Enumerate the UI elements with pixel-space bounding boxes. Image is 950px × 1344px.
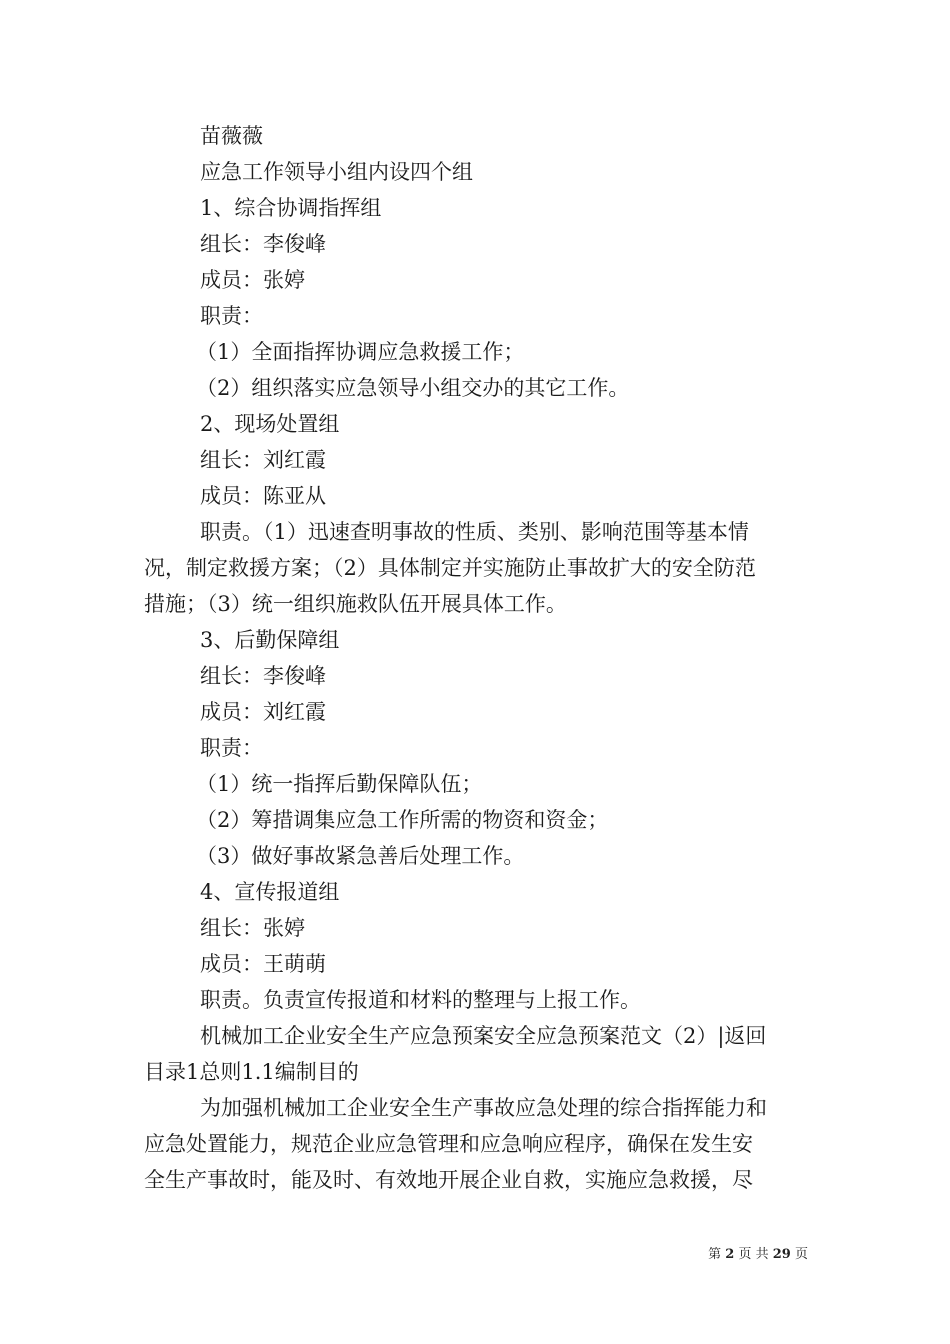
page-footer xyxy=(0,1243,808,1262)
text-line: 应急工作领导小组内设四个组 xyxy=(200,160,473,184)
text-line: 职责。（1）迅速查明事故的性质、类别、影响范围等基本情 xyxy=(200,520,749,544)
document-body xyxy=(144,118,809,1198)
footer-page-number: 2 xyxy=(725,1247,735,1262)
text-line: 组长：刘红霞 xyxy=(200,448,326,472)
text-line: 措施；（3）统一组织施救队伍开展具体工作。 xyxy=(144,592,567,616)
footer-middle: 页 共 xyxy=(738,1247,769,1262)
text-line: 组长：李俊峰 xyxy=(200,232,326,256)
text-line: 成员：王萌萌 xyxy=(200,952,326,976)
section-heading: 3、后勤保障组 xyxy=(200,628,340,652)
text-line: （2）组织落实应急领导小组交办的其它工作。 xyxy=(196,376,630,400)
text-line: 职责。负责宣传报道和材料的整理与上报工作。 xyxy=(200,988,641,1012)
text-line: 职责： xyxy=(200,304,263,328)
text-line: 组长：李俊峰 xyxy=(200,664,326,688)
text-line: 成员：陈亚从 xyxy=(200,484,326,508)
text-line: 职责： xyxy=(200,736,263,760)
text-line: 组长：张婷 xyxy=(200,916,305,940)
footer-prefix: 第 xyxy=(708,1247,722,1262)
text-line: 目录1总则1.1编制目的 xyxy=(144,1060,359,1084)
text-line: 应急处置能力，规范企业应急管理和应急响应程序，确保在发生安 xyxy=(144,1132,753,1156)
section-heading: 1、综合协调指挥组 xyxy=(200,196,382,220)
footer-total-pages: 29 xyxy=(772,1247,791,1262)
text-line: （2）筹措调集应急工作所需的物资和资金； xyxy=(196,808,609,832)
text-line: （3）做好事故紧急善后处理工作。 xyxy=(196,844,525,868)
text-line: （1）全面指挥协调应急救援工作； xyxy=(196,340,525,364)
footer-suffix: 页 xyxy=(794,1247,808,1262)
text-line: 况，制定救援方案；（2）具体制定并实施防止事故扩大的安全防范 xyxy=(144,556,756,580)
text-line: 机械加工企业安全生产应急预案安全应急预案范文（2）|返回 xyxy=(200,1024,767,1048)
text-line: （1）统一指挥后勤保障队伍； xyxy=(196,772,483,796)
text-line: 全生产事故时，能及时、有效地开展企业自救，实施应急救援，尽 xyxy=(144,1168,753,1192)
text-line: 成员：刘红霞 xyxy=(200,700,326,724)
section-heading: 2、现场处置组 xyxy=(200,412,340,436)
text-line: 为加强机械加工企业安全生产事故应急处理的综合指挥能力和 xyxy=(200,1096,767,1120)
text-line: 成员：张婷 xyxy=(200,268,305,292)
section-heading: 4、宣传报道组 xyxy=(200,880,340,904)
text-line: 苗薇薇 xyxy=(200,124,263,148)
